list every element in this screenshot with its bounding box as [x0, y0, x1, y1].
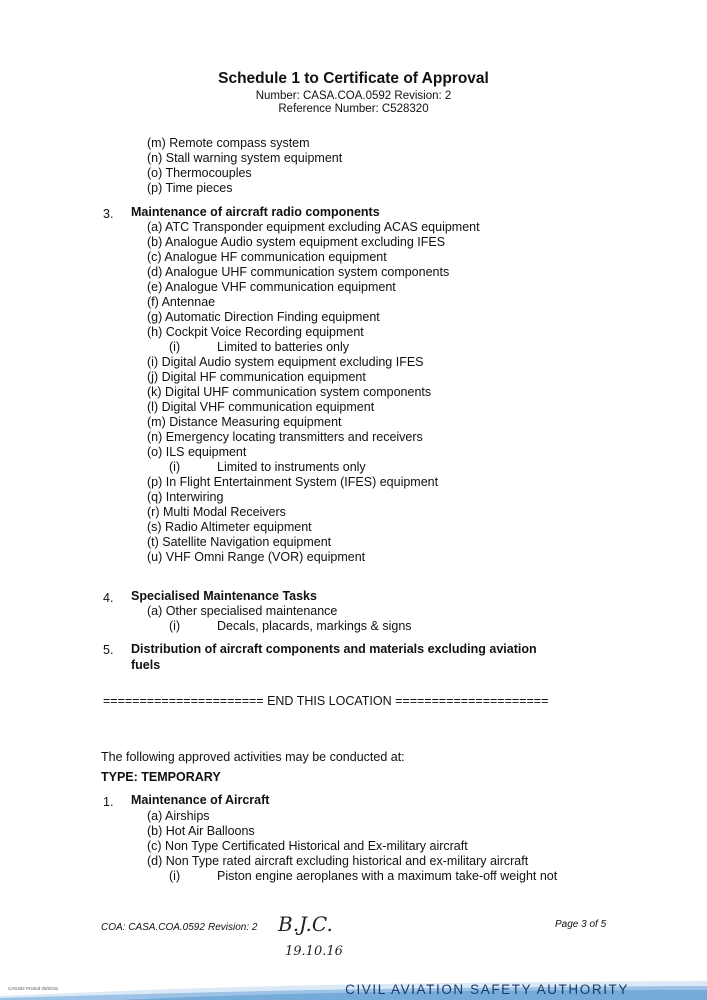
list-item: (l) Digital VHF communication equipment — [147, 400, 375, 414]
list-item: (a) Other specialised maintenance — [147, 604, 338, 618]
section-5-heading-line: Distribution of aircraft components and materials excluding aviation — [131, 642, 537, 656]
end-location-separator: ====================== END THIS LOCATION ===================== — [103, 694, 549, 708]
footer-revision: Revision: 2 — [208, 922, 258, 933]
list-item: (p) Time pieces — [147, 181, 233, 195]
sub-item-text: Limited to instruments only — [217, 460, 366, 474]
list-item: (k) Digital UHF communication system components — [147, 385, 432, 399]
form-code: CAS402 Printed 09/2015 — [8, 986, 58, 991]
section-3-list — [147, 220, 480, 565]
section-3-heading: Maintenance of aircraft radio components — [131, 205, 380, 219]
sub-list-item — [147, 460, 480, 475]
sub-item-marker: (i) — [169, 869, 181, 883]
list-item: (n) Stall warning system equipment — [147, 151, 343, 165]
temp-section-1-number: 1. — [103, 795, 114, 809]
sub-list-item — [147, 619, 412, 634]
footer-coa: COA: CASA.COA.0592 — [101, 922, 205, 933]
list-item: (t) Satellite Navigation equipment — [147, 535, 332, 549]
section-5-number: 5. — [103, 643, 114, 657]
list-item: (d) Non Type rated aircraft excluding historical and ex-military aircraft — [147, 854, 529, 868]
list-item: (m) Remote compass system — [147, 136, 310, 150]
type-label: TYPE: TEMPORARY — [101, 770, 221, 784]
section-4-list — [147, 604, 412, 634]
list-item: (g) Automatic Direction Finding equipment — [147, 310, 380, 324]
list-item: (p) In Flight Entertainment System (IFES) equipment — [147, 475, 439, 489]
list-item: (m) Distance Measuring equipment — [147, 415, 342, 429]
sub-item-text: Decals, placards, markings & signs — [217, 619, 412, 633]
section-5-heading — [131, 641, 537, 673]
schedule-title: Schedule 1 to Certificate of Approval — [218, 70, 489, 87]
certificate-number: Number: CASA.COA.0592 Revision: 2 — [255, 90, 452, 102]
sub-item-marker: (i) — [169, 340, 181, 354]
list-item: (e) Analogue VHF communication equipment — [147, 280, 396, 294]
section-4-number: 4. — [103, 591, 114, 605]
list-item: (r) Multi Modal Receivers — [147, 505, 286, 519]
list-item: (j) Digital HF communication equipment — [147, 370, 366, 384]
sub-item-text: Piston engine aeroplanes with a maximum take-off weight not — [217, 869, 558, 883]
list-item: (h) Cockpit Voice Recording equipment — [147, 325, 364, 339]
list-item: (a) ATC Transponder equipment excluding ACAS equipment — [147, 220, 480, 234]
sub-list-item — [147, 340, 480, 355]
list-item: (n) Emergency locating transmitters and receivers — [147, 430, 423, 444]
list-item: (q) Interwiring — [147, 490, 224, 504]
list-item: (a) Airships — [147, 809, 210, 823]
signature-date: 19.10.16 — [285, 944, 343, 959]
sub-item-marker: (i) — [169, 460, 181, 474]
list-item: (d) Analogue UHF communication system components — [147, 265, 450, 279]
list-item: (b) Hot Air Balloons — [147, 824, 255, 838]
temp-section-1-list — [147, 809, 557, 884]
footer-page-number: Page 3 of 5 — [555, 919, 607, 930]
continued-list — [147, 136, 342, 196]
list-item: (u) VHF Omni Range (VOR) equipment — [147, 550, 366, 564]
list-item: (o) Thermocouples — [147, 166, 252, 180]
authority-name: CIVIL AVIATION SAFETY AUTHORITY — [345, 982, 629, 997]
list-item: (o) ILS equipment — [147, 445, 247, 459]
section-4-heading: Specialised Maintenance Tasks — [131, 589, 317, 603]
signature-initials: B.J.C. — [278, 912, 333, 936]
list-item: (i) Digital Audio system equipment excluding IFES — [147, 355, 424, 369]
list-item: (c) Non Type Certificated Historical and Ex-military aircraft — [147, 839, 468, 853]
location-intro: The following approved activities may be conducted at: — [101, 750, 405, 764]
section-5-heading-line: fuels — [131, 658, 161, 672]
sub-item-marker: (i) — [169, 619, 181, 633]
sub-item-text: Limited to batteries only — [217, 340, 350, 354]
temp-section-1-heading: Maintenance of Aircraft — [131, 793, 270, 807]
list-item: (f) Antennae — [147, 295, 216, 309]
list-item: (b) Analogue Audio system equipment excluding IFES — [147, 235, 446, 249]
list-item: (c) Analogue HF communication equipment — [147, 250, 387, 264]
section-3-number: 3. — [103, 207, 114, 221]
reference-number: Reference Number: C528320 — [278, 103, 429, 115]
authority-band — [0, 978, 707, 1000]
sub-list-item — [147, 869, 557, 884]
list-item: (s) Radio Altimeter equipment — [147, 520, 312, 534]
